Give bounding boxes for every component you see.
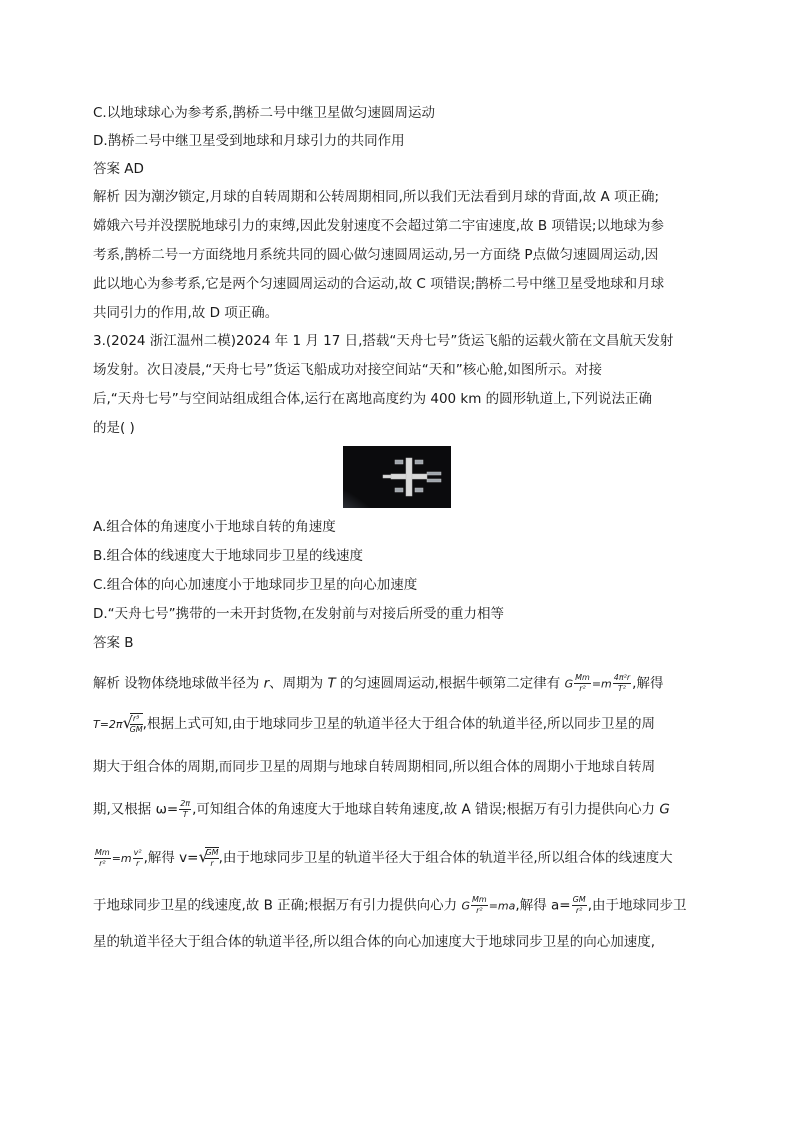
formula-fraction-v2-r: $\frac{\text{v²}}{r}$ — [133, 847, 142, 868]
formula-fraction-2pi-t: $\frac{2\pi}{T}$ — [180, 799, 191, 819]
question-3-line-4: 的是( ) — [93, 420, 135, 436]
option-d: D.“天舟七号”携带的一未开封货物,在发射前与对接后所受的重力相等 — [93, 606, 504, 622]
explanation-previous-line-4: 此以地心为参考系,它是两个匀速圆周运动的合运动,故 C 项错误;鹊桥二号中继卫星受地球和月球 — [93, 276, 665, 292]
explanation-text: ,解得 v= — [143, 850, 199, 866]
explanation-previous-line-1: 解析 因为潮汐锁定,月球的自转周期和公转周期相同,所以我们无法看到月球的背面,故 A 项正确; — [93, 189, 660, 205]
explanation-line-5 — [93, 847, 673, 869]
formula-G-b: G — [461, 899, 471, 913]
option-c-previous: C.以地球球心为参考系,鹊桥二号中继卫星做匀速圆周运动 — [93, 105, 436, 121]
explanation-line-3: 期大于组合体的周期,而同步卫星的周期与地球自转周期相同,所以组合体的周期小于地球自转周 — [93, 759, 656, 775]
question-3-line-2: 场发射。次日凌晨,“天舟七号”货运飞船成功对接空间站“天和”核心舱,如图所示。对接 — [93, 362, 603, 378]
answer: 答案 B — [93, 635, 134, 651]
explanation-previous-line-5: 共同引力的作用,故 D 项正确。 — [93, 305, 279, 321]
explanation-previous-line-2: 嫦娥六号并没摆脱地球引力的束缚,因此发射速度不会超过第二宇宙速度,故 B 项错误;以地球为参 — [93, 218, 664, 234]
formula-fraction-mm-r2-b: $\frac{Mm}{\text{r²}}$ — [95, 847, 110, 868]
explanation-text: 的匀速圆周运动,根据牛顿第二定律有 — [335, 675, 565, 692]
option-d-previous: D.鹊桥二号中继卫星受到地球和月球引力的共同作用 — [93, 133, 405, 149]
formula-equals-ma: =ma — [488, 899, 516, 913]
formula-fraction-gm-r2: $\frac{GM}{\text{r²}}$ — [572, 895, 586, 915]
explanation-text: ,由于地球同步卫 — [587, 897, 687, 914]
answer-previous: 答案 AD — [93, 161, 144, 177]
formula-G: G — [564, 677, 574, 691]
symbol-G: G — [659, 801, 670, 818]
symbol-r: r — [263, 675, 270, 692]
explanation-text: 期,又根据 ω= — [93, 801, 179, 818]
explanation-previous-line-3: 考系,鹊桥二号一方面绕地月系统共同的圆心做匀速圆周运动,另一方面绕 P点做匀速圆周运动,因 — [93, 247, 659, 263]
formula-sqrt-gm-r: √ $\frac{GM}{r}$ — [198, 847, 219, 868]
explanation-text: 解析 设物体绕地球做半径为 — [93, 675, 264, 692]
explanation-line-1 — [93, 673, 663, 695]
option-a: A.组合体的角速度小于地球自转的角速度 — [93, 519, 336, 535]
formula-period: T=2π — [93, 718, 123, 731]
symbol-T: T — [327, 675, 336, 692]
formula-fraction-mm-r2: $\frac{Mm}{\text{r²}}$ — [575, 673, 590, 693]
explanation-text: ,解得 — [632, 675, 664, 692]
question-3-line-3: 后,“天舟七号”与空间站组成组合体,运行在离地高度约为 400 km 的圆形轨道上,下列说法正确 — [93, 391, 652, 407]
explanation-text: ,可知组合体的角速度大于地球自转角速度,故 A 错误;根据万有引力提供向心力 — [192, 801, 660, 818]
space-station-illustration — [343, 446, 451, 508]
formula-fraction-mm-r2-c: $\frac{Mm}{\text{r²}}$ — [472, 895, 487, 915]
question-3-line-1: 3.(2024 浙江温州二模)2024 年 1 月 17 日,搭载“天舟七号”货运飞船的运载火箭在文昌航天发射 — [93, 333, 674, 349]
explanation-line-2 — [93, 713, 655, 735]
option-c: C.组合体的向心加速度小于地球同步卫星的向心加速度 — [93, 577, 418, 593]
explanation-text: 、周期为 — [269, 675, 328, 692]
explanation-line-6 — [93, 895, 686, 917]
formula-equals-m-b: =m — [111, 852, 132, 865]
formula-fraction-4pi2r-t2: $\frac{\text{4π²r}}{\text{T²}}$ — [613, 673, 631, 693]
formula-equals-m: =m — [591, 677, 612, 691]
option-b: B.组合体的线速度大于地球同步卫星的线速度 — [93, 548, 364, 564]
explanation-text: 于地球同步卫星的线速度,故 B 正确;根据万有引力提供向心力 — [93, 897, 462, 914]
formula-sqrt-r3-gm: √ $\frac{\text{r³}}{GM}$ — [122, 713, 143, 734]
explanation-line-4 — [93, 799, 670, 820]
explanation-line-7: 星的轨道半径大于组合体的轨道半径,所以组合体的向心加速度大于地球同步卫星的向心加速度, — [93, 934, 656, 950]
explanation-text: ,根据上式可知,由于地球同步卫星的轨道半径大于组合体的轨道半径,所以同步卫星的周 — [142, 716, 656, 732]
explanation-text: ,由于地球同步卫星的轨道半径大于组合体的轨道半径,所以组合体的线速度大 — [218, 850, 673, 866]
explanation-text: ,解得 a= — [515, 897, 571, 914]
space-station-photo — [343, 446, 451, 508]
